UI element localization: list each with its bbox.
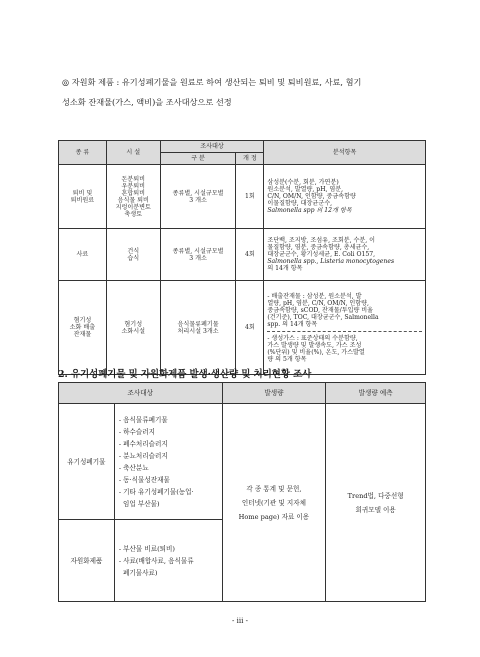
header-facility: 시 설 — [106, 141, 160, 165]
row-count-cell: 1회 — [236, 165, 264, 229]
header-division: 구 분 — [160, 153, 236, 165]
header-target: 조사대상 — [59, 383, 223, 404]
row-type-cell: 혐기성 소화 배출 잔재물 — [59, 281, 107, 375]
row-facility-cell: 돈분퇴비 우분퇴비 혼합퇴비 음식물 퇴비 지렁이분변토 축생토 — [106, 165, 160, 229]
intro-line-1: ◎ 자원화 제품 : 유기성폐기물을 원료로 하여 생산되는 퇴비 및 퇴비원료, 사료, 혐기 — [62, 77, 362, 87]
page-number: - iii - — [232, 617, 248, 625]
row-count-cell: 4회 — [236, 229, 264, 281]
gas-items: - 생성가스 : 표준상태의 수분함량, 가스 발생량 및 발생속도, 가스 조성 (%단위) 및 비율(%), 온도, 가스발열 량 의 5개 항목 — [267, 331, 422, 363]
subcategory-cell: - 부산물 비료(퇴비) - 사료(배합사료, 음식물류 폐기물사료) — [114, 520, 222, 602]
table-row — [59, 229, 426, 281]
header-amount: 발생량 — [222, 383, 326, 404]
row-items-cell — [264, 281, 426, 375]
header-analysis: 분석항목 — [264, 141, 426, 165]
amount-method-cell: 각 종 통계 및 문헌, 인터넷(기관 및 지자체 Home page) 자료 이용 — [222, 404, 326, 602]
row-facility-cell: 건식 습식 — [106, 229, 160, 281]
header-target: 조사대상 — [160, 141, 264, 153]
intro-line-2: 성소화 잔재물(가스, 액비)을 조사대상으로 선정 — [62, 97, 232, 107]
row-division-cell: 종류별, 시설규모별 3 개소 — [160, 165, 236, 229]
row-type-cell: 사료 — [59, 229, 107, 281]
row-items-cell: 조단백, 조지방, 조섬유, 조회분, 수분, 이 물질함량, 염분, 중금속함량, 총세균수, 대장균군수, 황기성세균, E. Coli O157, Salmonella spp., Listeria monocytogenes 의 14개 항목 — [264, 229, 426, 281]
survey-table-header-row — [59, 383, 426, 404]
table-row — [59, 165, 426, 229]
header-forecast: 발생량 예측 — [326, 383, 426, 404]
table-row — [59, 404, 426, 520]
section-title: 2. 유기성폐기물 및 자원화제품 발생·생산량 및 처리현황 조사 — [58, 369, 312, 380]
row-items-cell: 삼성분(수분, 회분, 가연분) 원소분석, 발열량, pH, 염분, C/N, OM/N, 인함량, 중금속함량 이물질함량, 대장균군수, Salmonella spp 의 12개 항목 — [264, 165, 426, 229]
header-type: 종 류 — [59, 141, 107, 165]
row-facility-cell: 혐기성 소화시설 — [106, 281, 160, 375]
table-row — [59, 281, 426, 375]
row-division-cell: 종류별, 시설규모별 3 개소 — [160, 229, 236, 281]
analysis-table — [58, 140, 426, 375]
forecast-method-cell: Trend법, 다중선형 회귀모델 이용 — [326, 404, 426, 602]
row-division-cell: 음식물류폐기물 처리시설 3개소 — [160, 281, 236, 375]
category-cell: 유기성폐기물 — [59, 404, 115, 520]
analysis-table-header-row — [59, 141, 426, 153]
subcategory-cell: - 음식물류폐기물 - 하수슬러지 - 폐수처리슬러지 - 분뇨처리슬러지 - 축산분뇨 - 동·식물성잔재물 - 기타 유기성폐기물(농업· 임업 부산물) — [114, 404, 222, 520]
survey-table — [58, 382, 426, 602]
header-count: 개 정 — [236, 153, 264, 165]
residue-items: - 배출잔재물 : 삼성분, 원소분석, 발 열량, pH, 염분, C/N, OM/N, 인함량, 중금속함량, sCOD, 잔재물/투입량 비율 (건기준), TOC, 대장균군수, Salmonella spp. 의 14개 항목 — [267, 292, 379, 328]
category-cell: 자원화제품 — [59, 520, 115, 602]
intro-paragraph — [62, 72, 434, 112]
row-type-cell: 퇴비 및 퇴비원료 — [59, 165, 107, 229]
row-count-cell: 4회 — [236, 281, 264, 375]
